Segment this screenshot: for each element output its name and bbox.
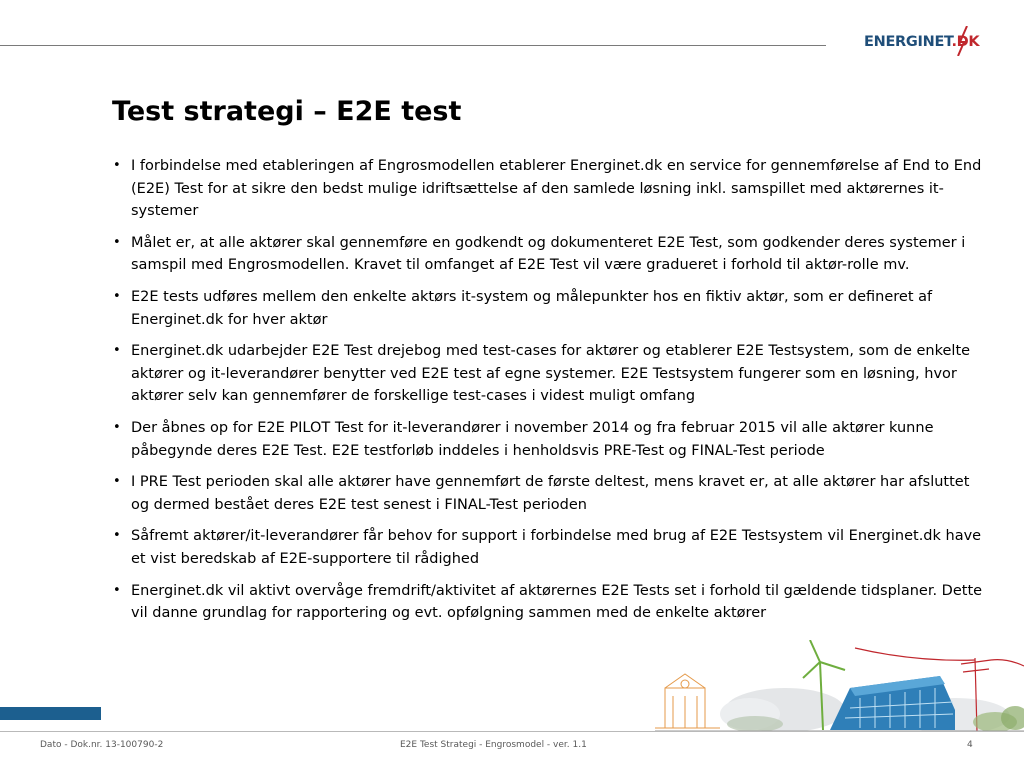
bullet-text: Der åbnes op for E2E PILOT Test for it-leverandører i november 2014 og fra februar 2015 vil alle aktører kunne påbegynde deres E2E Test. E2E testforløb inddeles i henholdsvis PRE-Test og FINAL-Test periode [131, 419, 934, 459]
bullet-list [112, 155, 992, 634]
bullet-marker: • [113, 158, 121, 173]
footer-document-info: Dato - Dok.nr. 13-100790-2 [40, 740, 164, 750]
bullet-text: I forbindelse med etableringen af Engrosmodellen etablerer Energinet.dk en service for gennemførelse af End to End (E2E) Test for at sikre den bedst mulige idriftsættelse af den samlede løsning inkl. samspillet med aktørernes it-systemer [131, 158, 982, 220]
accent-bar [0, 707, 101, 720]
bullet-marker: • [113, 528, 121, 544]
bullet-item [112, 232, 992, 277]
bullet-marker: • [113, 288, 121, 304]
bullet-text: Såfremt aktører/it-leverandører får behov for support i forbindelse med brug af E2E Testsystem vil Energinet.dk have et vist beredskab af E2E-supportere til rådighed [131, 528, 982, 567]
bullet-marker: • [113, 343, 121, 359]
logo-text-suffix: .DK [951, 34, 980, 50]
bullet-text: Energinet.dk udarbejder E2E Test drejebog med test-cases for aktører og etablerer E2E Testsystem, som de enkelte aktører og it-leverandører benytter ved E2E test af egne systemer. E2E Testsystem fungerer som en løsning, hvor aktører selv kan gennemfører de forskellige test-cases i videst muligt omfang [131, 343, 971, 405]
energy-landscape-illustration [655, 640, 1024, 732]
bullet-text: Energinet.dk vil aktivt overvåge fremdrift/aktivitet af aktørernes E2E Tests set i forhold til gældende tidsplaner. Dette vil danne grundlag for rapportering og evt. opfølgning sammen med de enkelte aktører [131, 582, 983, 622]
bullet-item [112, 286, 992, 331]
bullet-text: E2E tests udføres mellem den enkelte aktørs it-system og målepunkter hos en fiktiv aktør, som er defineret af Energinet.dk for hver aktør [131, 288, 933, 328]
logo-lightning-icon [956, 26, 970, 56]
bullet-text: Målet er, at alle aktører skal gennemføre en godkendt og dokumenteret E2E Test, som godkender deres systemer i samspil med Engrosmodellen. Kravet til omfanget af E2E Test vil være gradueret i forhold til aktør-rolle mv. [131, 234, 966, 274]
bullet-item [112, 471, 992, 516]
energinet-logo [864, 26, 988, 58]
bullet-item [112, 580, 992, 625]
bullet-marker: • [113, 419, 121, 435]
logo-text-main: ENERGINET [864, 34, 952, 50]
bullet-item [112, 155, 992, 223]
slide-title: Test strategi – E2E test [112, 96, 462, 127]
bullet-item [112, 417, 992, 462]
bullet-text: I PRE Test perioden skal alle aktører have gennemført de første deltest, mens kravet er, at alle aktører har afsluttet og dermed bestået deres E2E test senest i FINAL-Test perioden [131, 474, 970, 513]
header-divider [0, 45, 826, 46]
bullet-item [112, 340, 992, 408]
footer-divider [0, 731, 1024, 732]
bullet-marker: • [113, 234, 121, 250]
bullet-marker: • [113, 474, 121, 490]
bullet-marker: • [113, 582, 121, 598]
footer-title: E2E Test Strategi - Engrosmodel - ver. 1.1 [400, 740, 587, 750]
bullet-item [112, 525, 992, 570]
page-number: 4 [967, 740, 973, 750]
